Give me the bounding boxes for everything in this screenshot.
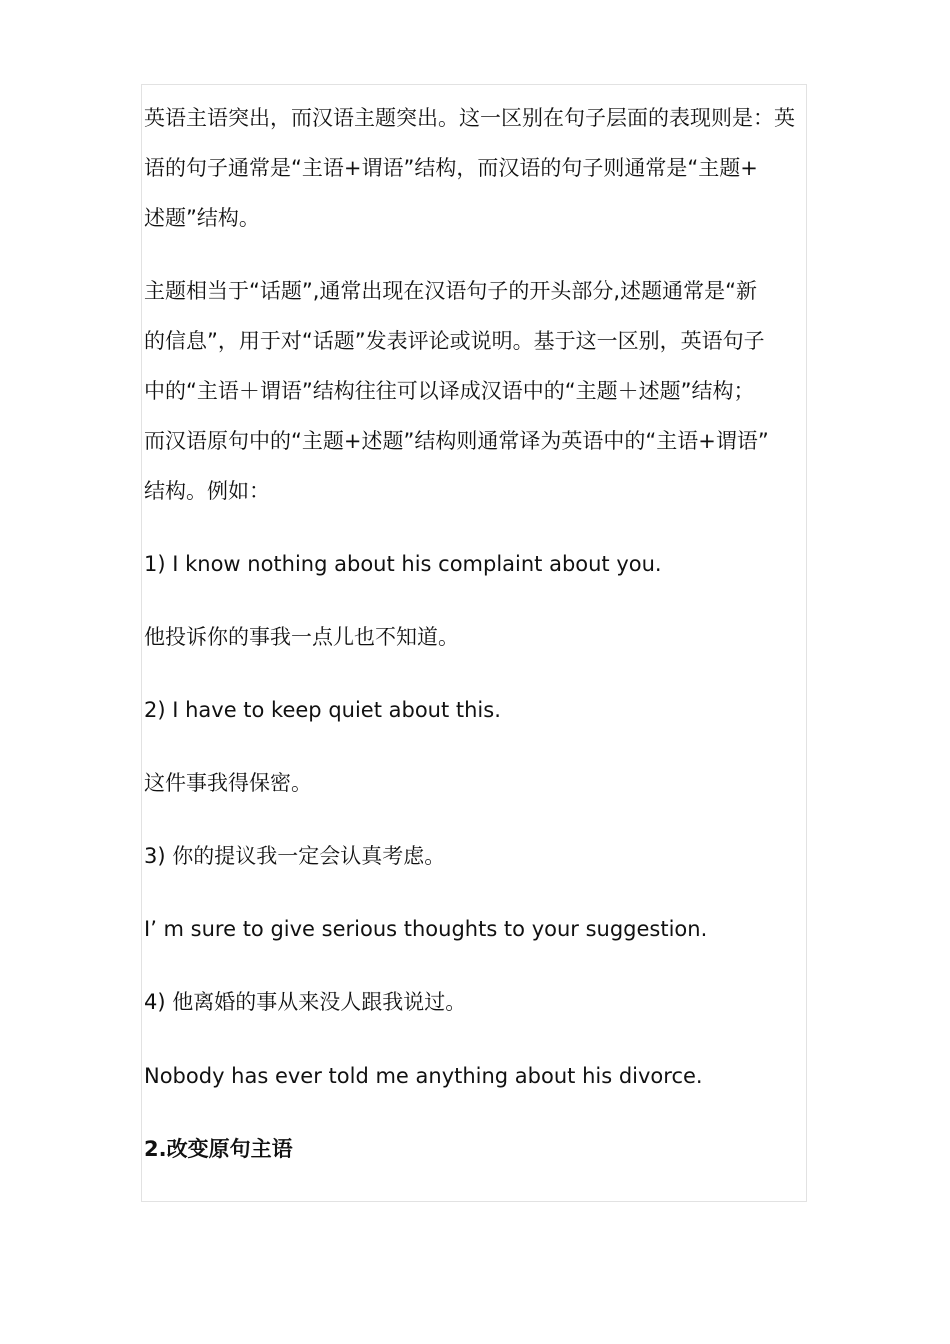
example-4-source: 4) 他离婚的事从来没人跟我说过。: [144, 990, 467, 1014]
paragraph-2-line-1: 主题相当于“话题”,通常出现在汉语句子的开头部分,述题通常是“新: [144, 279, 757, 303]
paragraph-1-line-1: 英语主语突出，而汉语主题突出。这一区别在句子层面的表现则是：英: [144, 106, 795, 130]
example-1-translation: 他投诉你的事我一点儿也不知道。: [144, 625, 459, 649]
example-4-translation: Nobody has ever told me anything about his divorce.: [144, 1064, 703, 1088]
example-3-source: 3) 你的提议我一定会认真考虑。: [144, 844, 446, 868]
example-2-source: 2) I have to keep quiet about this.: [144, 698, 501, 722]
paragraph-2-line-3: 中的“主语＋谓语”结构往往可以译成汉语中的“主题＋述题”结构；: [144, 379, 755, 403]
example-2-translation: 这件事我得保密。: [144, 771, 312, 795]
paragraph-2-line-2: 的信息”，用于对“话题”发表评论或说明。基于这一区别，英语句子: [144, 329, 765, 353]
paragraph-1-line-3: 述题”结构。: [144, 206, 260, 230]
example-1-source: 1) I know nothing about his complaint about you.: [144, 552, 662, 576]
paragraph-2-line-5: 结构。例如：: [144, 479, 270, 503]
paragraph-1-line-2: 语的句子通常是“主语+谓语”结构，而汉语的句子则通常是“主题+: [144, 156, 758, 180]
example-3-translation: I’ m sure to give serious thoughts to your suggestion.: [144, 917, 708, 941]
section-heading: 2.改变原句主语: [144, 1137, 293, 1161]
paragraph-2-line-4: 而汉语原句中的“主题+述题”结构则通常译为英语中的“主语+谓语”: [144, 429, 769, 453]
